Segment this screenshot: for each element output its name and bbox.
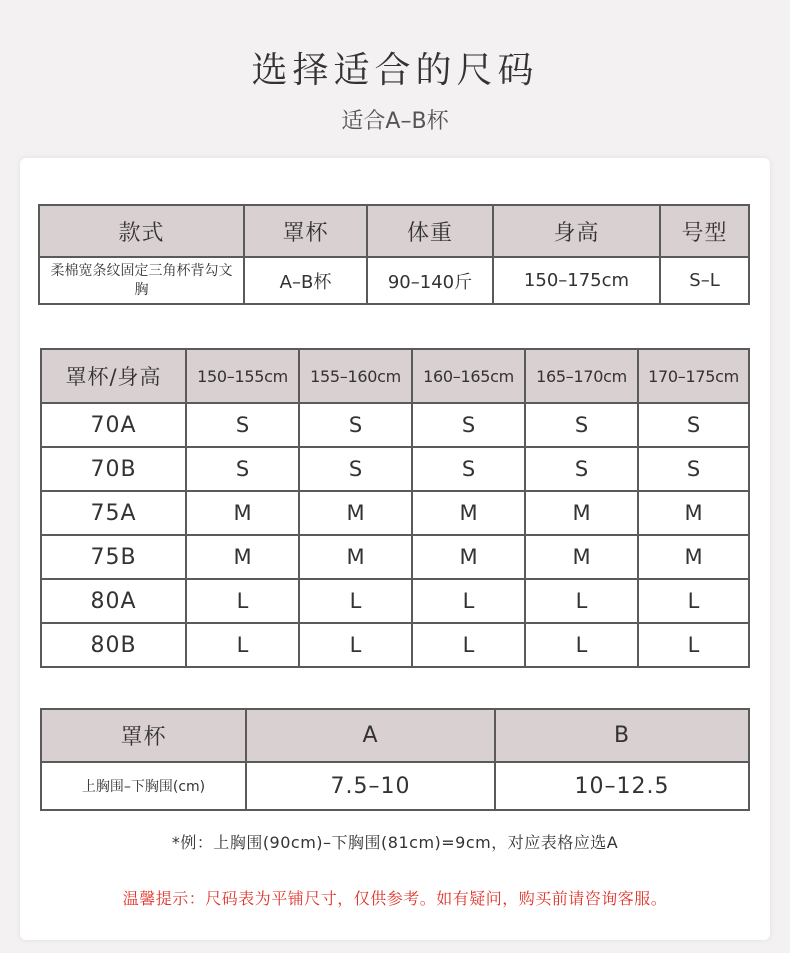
- column-header: 170–175cm: [638, 349, 749, 403]
- size-cell: M: [525, 535, 638, 579]
- style-value-text: 柔棉宽条纹固定三角杯背勾文胸: [50, 262, 233, 298]
- size-rows: [41, 403, 749, 667]
- table-header-row: [41, 709, 749, 762]
- row-label: 70B: [41, 447, 186, 491]
- cup-b-range: 10–12.5: [495, 762, 749, 810]
- size-cell: L: [638, 579, 749, 623]
- size-cell: L: [186, 579, 299, 623]
- size-cell: L: [412, 623, 525, 667]
- size-cell: M: [186, 535, 299, 579]
- height-value: 150–175cm: [493, 257, 660, 304]
- header-size: 号型: [660, 205, 749, 257]
- row-label: 80B: [41, 623, 186, 667]
- table-row: [41, 535, 749, 579]
- size-cell: M: [299, 535, 412, 579]
- table-row: [41, 623, 749, 667]
- cup-a-range: 7.5–10: [246, 762, 495, 810]
- size-cell: S: [299, 447, 412, 491]
- page-title: 选择适合的尺码: [251, 50, 539, 91]
- tip-note: 温馨提示：尺码表为平铺尺寸，仅供参考。如有疑问，购买前请咨询客服。: [122, 889, 668, 908]
- size-cell: S: [299, 403, 412, 447]
- size-cell: M: [299, 491, 412, 535]
- table-header-row: [39, 205, 749, 257]
- header-style: 款式: [39, 205, 244, 257]
- cup-value: A–B杯: [244, 257, 367, 304]
- column-header: 165–170cm: [525, 349, 638, 403]
- row-label: 70A: [41, 403, 186, 447]
- row-label: 75B: [41, 535, 186, 579]
- size-cell: M: [638, 535, 749, 579]
- size-cell: S: [186, 403, 299, 447]
- weight-value: 90–140斤: [367, 257, 493, 304]
- size-cell: S: [638, 403, 749, 447]
- column-header: 155–160cm: [299, 349, 412, 403]
- header-cup: 罩杯: [41, 709, 246, 762]
- cup-measure-table: [40, 708, 750, 811]
- page-subtitle: 适合A–B杯: [341, 109, 449, 134]
- size-cell: M: [412, 535, 525, 579]
- header-cup-b: B: [495, 709, 749, 762]
- header-height: 身高: [493, 205, 660, 257]
- table-row: [41, 762, 749, 810]
- size-cell: M: [412, 491, 525, 535]
- size-cell: S: [412, 403, 525, 447]
- row-label: 75A: [41, 491, 186, 535]
- size-cell: L: [638, 623, 749, 667]
- column-header: 150–155cm: [186, 349, 299, 403]
- table-row: [41, 491, 749, 535]
- size-cell: L: [412, 579, 525, 623]
- size-cell: S: [638, 447, 749, 491]
- header-cup-a: A: [246, 709, 495, 762]
- row-label: 80A: [41, 579, 186, 623]
- size-cell: L: [186, 623, 299, 667]
- size-cell: S: [525, 403, 638, 447]
- table-header-row: [41, 349, 749, 403]
- table-row: [41, 579, 749, 623]
- corner-header: 罩杯/身高: [41, 349, 186, 403]
- header-cup: 罩杯: [244, 205, 367, 257]
- table-row: [41, 403, 749, 447]
- table-row: [39, 257, 749, 304]
- size-cell: M: [186, 491, 299, 535]
- size-cell: S: [412, 447, 525, 491]
- header-weight: 体重: [367, 205, 493, 257]
- size-cell: L: [525, 623, 638, 667]
- column-header: 160–165cm: [412, 349, 525, 403]
- size-chart-card: [20, 158, 770, 940]
- size-cell: L: [299, 623, 412, 667]
- size-cell: M: [525, 491, 638, 535]
- measure-label: 上胸围–下胸围(cm): [41, 762, 246, 810]
- size-cell: S: [525, 447, 638, 491]
- example-note: *例：上胸围(90cm)–下胸围(81cm)=9cm，对应表格应选A: [171, 833, 619, 852]
- size-matrix-table: [40, 348, 750, 668]
- table-row: [41, 447, 749, 491]
- size-cell: L: [525, 579, 638, 623]
- product-spec-table: [38, 204, 750, 305]
- style-value: [39, 257, 244, 304]
- size-cell: M: [638, 491, 749, 535]
- size-value: S–L: [660, 257, 749, 304]
- size-cell: S: [186, 447, 299, 491]
- size-cell: L: [299, 579, 412, 623]
